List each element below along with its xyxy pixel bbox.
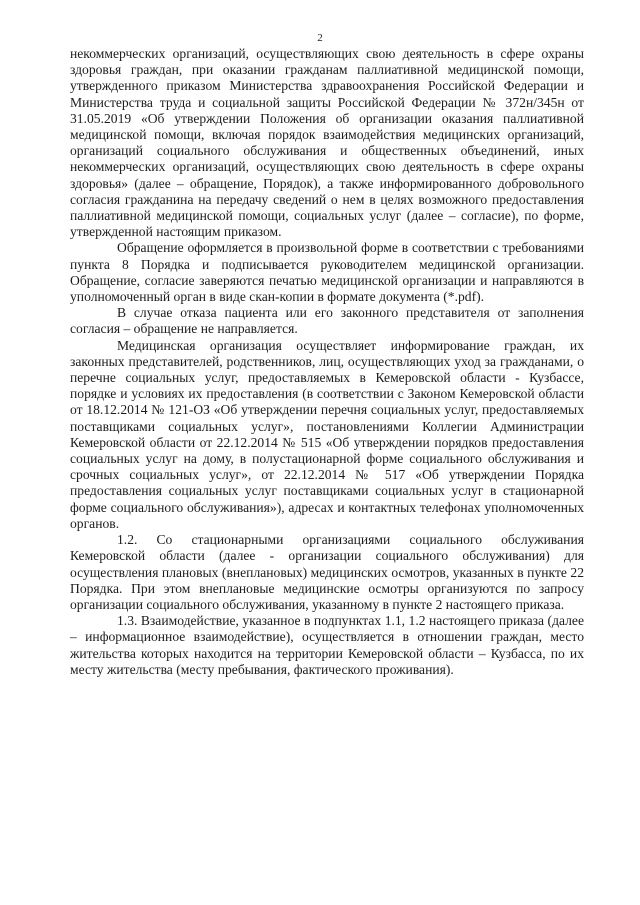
- paragraph-continuation: некоммерческих организаций, осуществляющих свою деятельность в сфере охраны здоровья граждан, при оказании гражданам паллиативной медицинской помощи, утвержденного приказом Министерства здравоохранения Российской Федерации и Министерства труда и социальной защиты Российской Федерации № 372н/345н от 31.05.2019 «Об утверждении Положения об организации оказания паллиативной медицинской помощи, включая порядок взаимодействия медицинских организаций, организаций социального обслуживания и общественных объединений, иных некоммерческих организаций, осуществляющих свою деятельность в сфере охраны здоровья» (далее – обращение, Порядок), а также информированного добровольного согласия гражданина на передачу сведений о нем в целях возможного предоставления паллиативной медицинской помощи, социальных услуг (далее – согласие), по форме, утвержденной настоящим приказом.: [70, 46, 584, 240]
- page-number: 2: [317, 32, 323, 44]
- paragraph-clause-1-3: 1.3. Взаимодействие, указанное в подпунктах 1.1, 1.2 настоящего приказа (далее – информационное взаимодействие), осуществляется в отношении граждан, место жительства которых находится на территории Кемеровской области – Кузбасса, по их месту жительства (месту пребывания, фактического проживания).: [70, 613, 584, 677]
- paragraph-appeal-format: Обращение оформляется в произвольной форме в соответствии с требованиями пункта 8 Порядка и подписывается руководителем медицинской организации. Обращение, согласие заверяются печатью медицинской организации и направляются в уполномоченный орган в виде скан-копии в формате документа (*.pdf).: [70, 240, 584, 305]
- paragraph-refusal: В случае отказа пациента или его законного представителя от заполнения согласия – обращение не направляется.: [70, 305, 584, 337]
- paragraph-clause-1-2: 1.2. Со стационарными организациями социального обслуживания Кемеровской области (далее - организации социального обслуживания) для осуществления плановых (внеплановых) медицинских осмотров, указанных в пункте 22 Порядка. При этом внеплановые медицинские осмотры организуются по запросу организации социального обслуживания, указанному в пункте 2 настоящего приказа.: [70, 532, 584, 612]
- paragraph-informing: Медицинская организация осуществляет информирование граждан, их законных представителей, родственников, лиц, осуществляющих уход за гражданами, о перечне социальных услуг, предоставляемых в Кемеровской области - Кузбассе, порядке и условиях их предоставления (в соответствии с Законом Кемеровской области от 18.12.2014 № 121-ОЗ «Об утверждении перечня социальных услуг, предоставляемых поставщиками социальных услуг», постановлениями Коллегии Администрации Кемеровской области от 22.12.2014 № 515 «Об утверждении порядков предоставления социальных услуг на дому, в полустационарной форме социального обслуживания и срочных социальных услуг», от 22.12.2014 № 517 «Об утверждении Порядка предоставления социальных услуг поставщиками социальных услуг в стационарной форме социального обслуживания»), адресах и контактных телефонах уполномоченных органов.: [70, 337, 584, 531]
- document-body: [70, 46, 584, 678]
